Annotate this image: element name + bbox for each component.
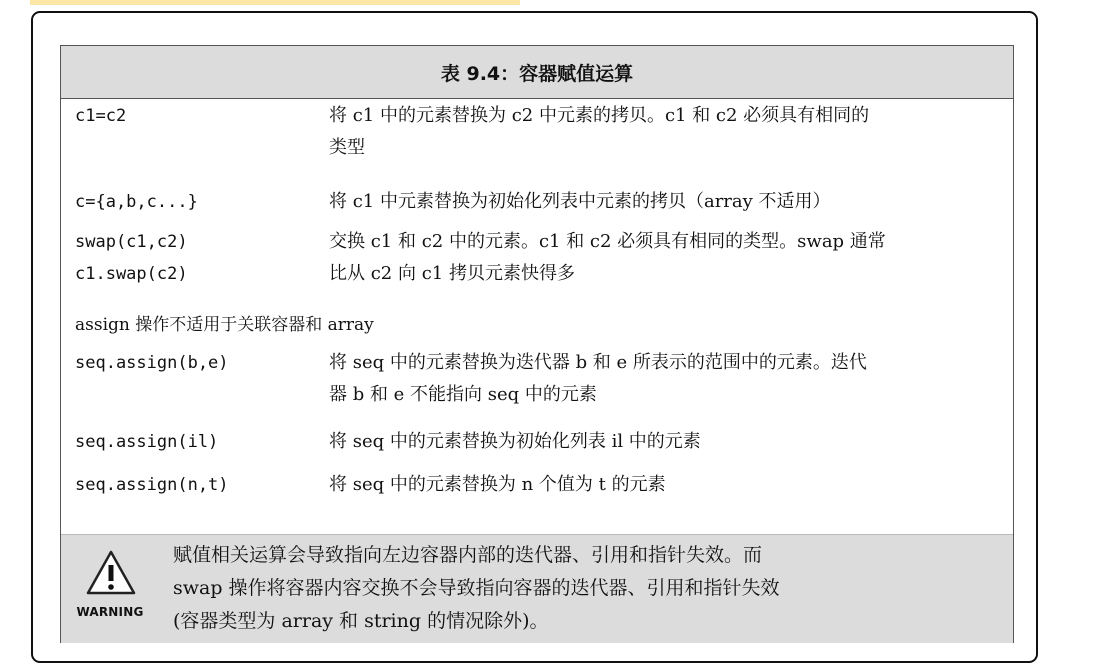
warning-label: WARNING: [76, 605, 144, 619]
container-assignment-table: [60, 45, 1014, 643]
table-row: [61, 426, 1013, 458]
description-cell: [329, 186, 999, 218]
warning-triangle-icon: [85, 549, 137, 597]
warning-line: 赋值相关运算会导致指向左边容器内部的迭代器、引用和指针失效。而: [173, 544, 763, 566]
operation-cell: [75, 347, 325, 379]
table-row: [61, 347, 1013, 411]
description-line: 将 seq 中的元素替换为迭代器 b 和 e 所表示的范围中的元素。迭代: [329, 352, 867, 373]
description-line: 类型: [329, 137, 365, 158]
description-line: 将 c1 中元素替换为初始化列表中元素的拷贝（array 不适用）: [329, 191, 831, 212]
description-line: 将 c1 中的元素替换为 c2 中元素的拷贝。c1 和 c2 必须具有相同的: [329, 105, 870, 126]
warning-box: [61, 534, 1013, 643]
operation-cell: [75, 186, 325, 218]
table-note-row: [61, 309, 1013, 341]
description-line: 交换 c1 和 c2 中的元素。c1 和 c2 必须具有相同的类型。swap 通常: [329, 231, 886, 252]
description-cell: [329, 226, 999, 290]
description-cell: [329, 100, 999, 164]
operation-cell: [75, 100, 325, 132]
table-row: [61, 469, 1013, 501]
operation-cell: [75, 226, 325, 290]
table-title: 表 9.4：容器赋值运算: [61, 46, 1013, 99]
operation-cell: [75, 469, 325, 501]
description-line: 器 b 和 e 不能指向 seq 中的元素: [329, 384, 597, 405]
operation-text: seq.assign(n,t): [75, 475, 229, 495]
description-cell: [329, 469, 999, 501]
warning-line: (容器类型为 array 和 string 的情况除外)。: [173, 610, 549, 632]
description-cell: [329, 347, 999, 411]
warning-text: [173, 539, 993, 638]
operation-text: c1=c2: [75, 106, 127, 126]
table-row: [61, 186, 1013, 218]
table-row: [61, 100, 1013, 164]
description-line: 比从 c2 向 c1 拷贝元素快得多: [329, 263, 575, 284]
operation-text: c1.swap(c2): [75, 264, 188, 284]
operation-text: seq.assign(il): [75, 432, 219, 452]
description-cell: [329, 426, 999, 458]
table-row: [61, 226, 1013, 290]
operation-cell: [75, 426, 325, 458]
description-line: 将 seq 中的元素替换为初始化列表 il 中的元素: [329, 431, 701, 452]
assign-note: assign 操作不适用于关联容器和 array: [75, 315, 374, 335]
description-line: 将 seq 中的元素替换为 n 个值为 t 的元素: [329, 474, 666, 495]
operation-text: c={a,b,c...}: [75, 192, 198, 212]
operation-text: seq.assign(b,e): [75, 353, 229, 373]
operation-text: swap(c1,c2): [75, 232, 188, 252]
highlight-strip: [30, 0, 520, 5]
warning-line: swap 操作将容器内容交换不会导致指向容器的迭代器、引用和指针失效: [173, 577, 780, 599]
